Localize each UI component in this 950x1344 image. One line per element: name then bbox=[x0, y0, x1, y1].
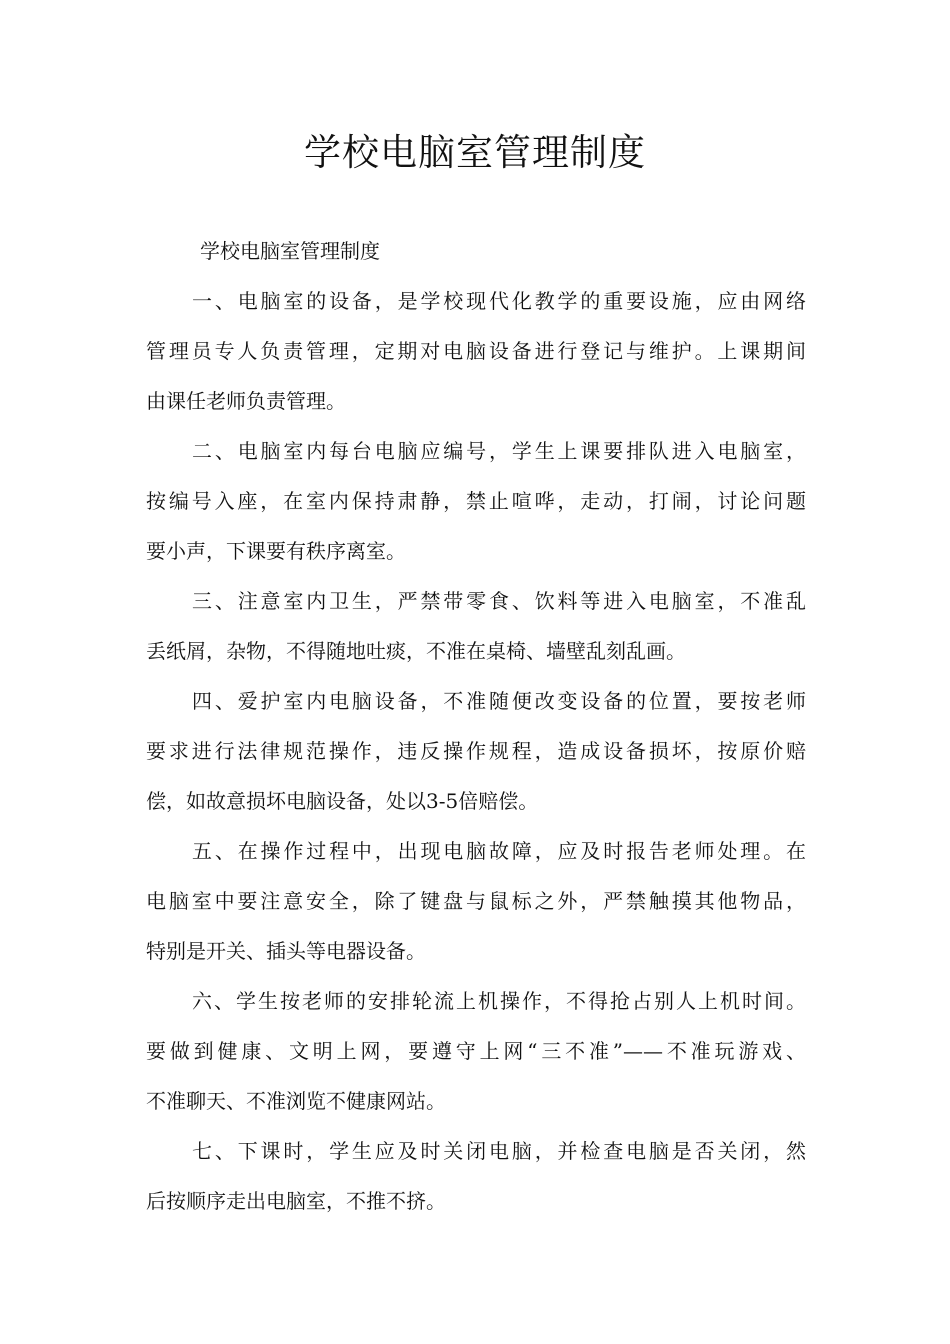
paragraph-line: 按编号入座，在室内保持肃静，禁止喧哗，走动，打闹，讨论问题 bbox=[146, 489, 806, 513]
paragraph-3 bbox=[146, 576, 806, 676]
paragraph-line: 七、下课时，学生应及时关闭电脑，并检查电脑是否关闭，然 bbox=[192, 1139, 806, 1163]
paragraph-line: 后按顺序走出电脑室，不推不挤。 bbox=[146, 1189, 446, 1213]
paragraph-4 bbox=[146, 676, 806, 826]
paragraph-line: 特别是开关、插头等电器设备。 bbox=[146, 939, 426, 963]
paragraph-6 bbox=[146, 976, 806, 1126]
paragraph-5 bbox=[146, 826, 806, 976]
paragraph-line: 要做到健康、文明上网，要遵守上网“三不准”——不准玩游戏、 bbox=[146, 1039, 806, 1063]
paragraph-line: 电脑室中要注意安全，除了键盘与鼠标之外，严禁触摸其他物品， bbox=[146, 889, 806, 913]
paragraph-line: 要小声，下课要有秩序离室。 bbox=[146, 539, 406, 563]
paragraph-2 bbox=[146, 426, 806, 576]
document-title: 学校电脑室管理制度 bbox=[304, 131, 646, 174]
paragraph-7 bbox=[146, 1126, 806, 1226]
paragraph-line: 要求进行法律规范操作，违反操作规程，造成设备损坏，按原价赔 bbox=[146, 739, 806, 763]
paragraph-line: 二、电脑室内每台电脑应编号，学生上课要排队进入电脑室， bbox=[192, 439, 806, 463]
paragraph-line: 偿，如故意损坏电脑设备，处以3-5倍赔偿。 bbox=[146, 789, 539, 813]
paragraph-1 bbox=[146, 276, 806, 426]
paragraph-line: 四、爱护室内电脑设备，不准随便改变设备的位置，要按老师 bbox=[192, 689, 806, 713]
paragraph-line: 三、注意室内卫生，严禁带零食、饮料等进入电脑室，不准乱 bbox=[192, 589, 806, 613]
paragraph-line: 一、电脑室的设备，是学校现代化教学的重要设施，应由网络 bbox=[192, 289, 806, 313]
paragraph-line: 不准聊天、不准浏览不健康网站。 bbox=[146, 1089, 446, 1113]
paragraph-line: 丢纸屑，杂物，不得随地吐痰，不准在桌椅、墙壁乱刻乱画。 bbox=[146, 639, 686, 663]
paragraph-line: 六、学生按老师的安排轮流上机操作，不得抢占别人上机时间。 bbox=[192, 989, 806, 1013]
paragraph-line: 五、在操作过程中，出现电脑故障，应及时报告老师处理。在 bbox=[192, 839, 806, 863]
paragraph-line: 由课任老师负责管理。 bbox=[146, 389, 346, 413]
paragraph-line: 管理员专人负责管理，定期对电脑设备进行登记与维护。上课期间 bbox=[146, 339, 806, 363]
document-subtitle: 学校电脑室管理制度 bbox=[200, 239, 380, 263]
